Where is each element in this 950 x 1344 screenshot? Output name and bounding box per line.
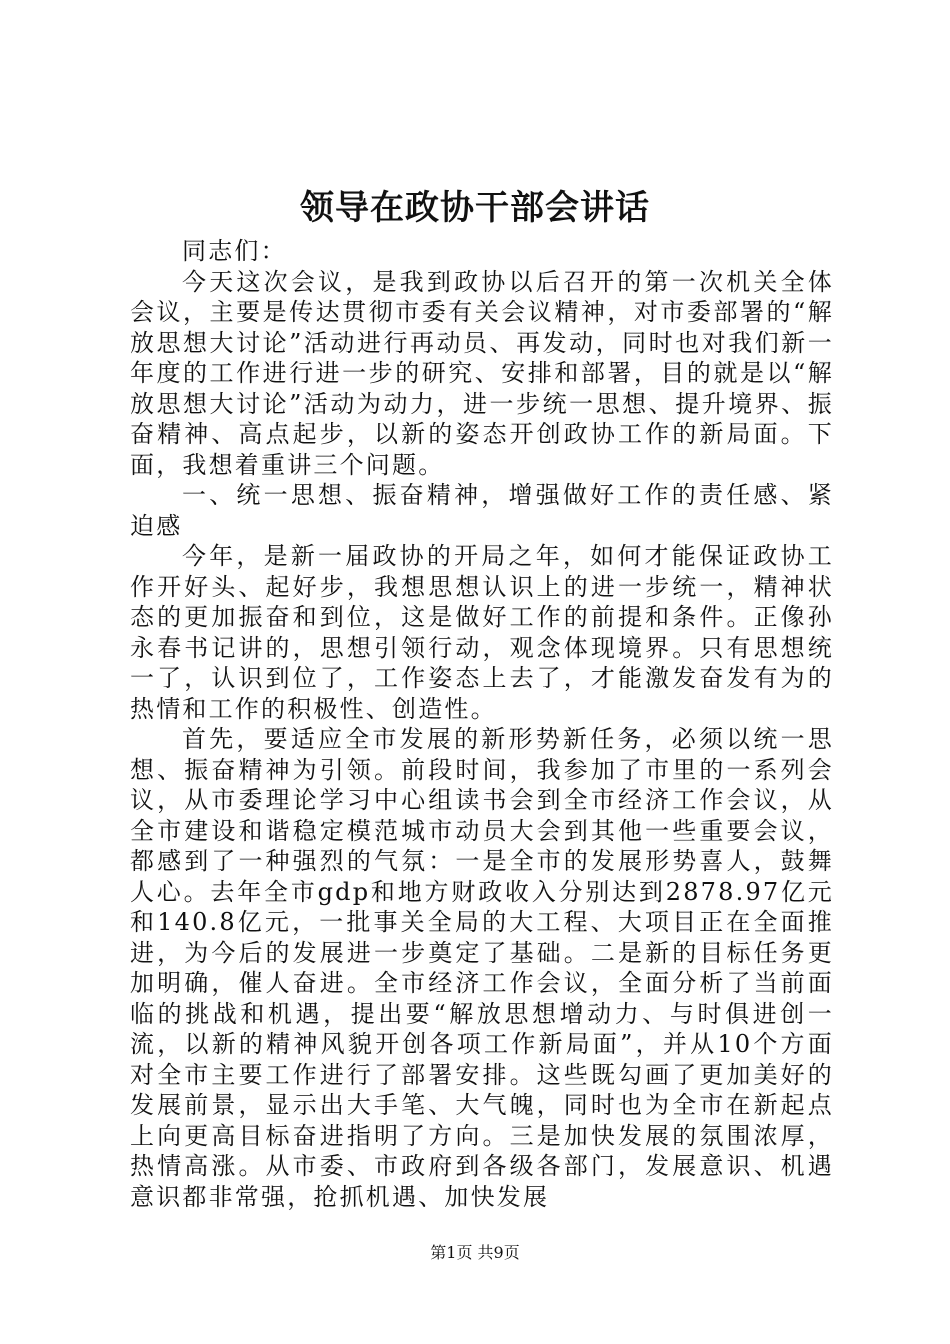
body-paragraph: 今年，是新一届政协的开局之年，如何才能保证政协工作开好头、起好步，我想思想认识上的进一步统一，精神状态的更加振奋和到位，这是做好工作的前提和条件。正像孙永春书记讲的，思想引领行动，观念体现境界。只有思想统一了，认识到位了，工作姿态上去了，才能激发奋发有为的热情和工作的积极性、创造性。 [130, 542, 834, 723]
document-title: 领导在政协干部会讲话 [300, 188, 650, 228]
page-number-footer: 第1页 共9页 [430, 1243, 520, 1262]
body-paragraph: 首先，要适应全市发展的新形势新任务，必须以统一思想、振奋精神为引领。前段时间，我参加了市里的一系列会议，从市委理论学习中心组读书会到全市经济工作会议，从全市建设和谐稳定模范城市动员大会到其他一些重要会议，都感到了一种强烈的气氛：一是全市的发展形势喜人，鼓舞人心。去年全市gdp和地方财政收入分别达到2878.97亿元和140.8亿元，一批事关全局的大工程、大项目正在全面推进，为今后的发展进一步奠定了基础。二是新的目标任务更加明确，催人奋进。全市经济工作会议，全面分析了当前面临的挑战和机遇，提出要“解放思想增动力、与时俱进创一流，以新的精神风貌开创各项工作新局面”，并从10个方面对全市主要工作进行了部署安排。这些既勾画了更加美好的发展前景，显示出大手笔、大气魄，同时也为全市在新起点上向更高目标奋进指明了方向。三是加快发展的氛围浓厚，热情高涨。从市委、市政府到各级各部门，发展意识、机遇意识都非常强，抢抓机遇、加快发展 [130, 725, 834, 1211]
section-heading-one: 一、统一思想、振奋精神，增强做好工作的责任感、紧迫感 [130, 481, 834, 540]
intro-paragraph: 今天这次会议，是我到政协以后召开的第一次机关全体会议，主要是传达贯彻市委有关会议精神，对市委部署的“解放思想大讨论”活动进行再动员、再发动，同时也对我们新一年度的工作进行进一步的研究、安排和部署，目的就是以“解放思想大讨论”活动为动力，进一步统一思想、提升境界、振奋精神、高点起步，以新的姿态开创政协工作的新局面。下面，我想着重讲三个问题。 [130, 267, 834, 479]
document-body [130, 236, 834, 1212]
salutation-paragraph: 同志们： [182, 237, 287, 265]
